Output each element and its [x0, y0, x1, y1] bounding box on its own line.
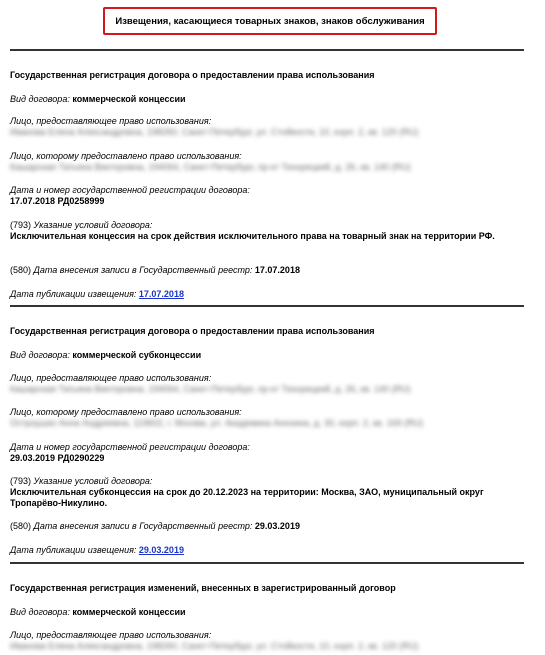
grantor-label: Лицо, предоставляющее право использования: — [10, 630, 212, 640]
publication-label: Дата публикации извещения: — [10, 289, 137, 299]
entry-code: (580) — [10, 521, 32, 531]
notice-title: Государственная регистрация договора о предоставлении права использования — [10, 326, 375, 336]
grantor-value: Кашарская Татьяна Викторовна, 194064, Санкт-Петербург, пр-кт Тихорецкий, д. 26, кв. 140 (RU) — [10, 384, 411, 394]
terms-label: Указание условий договора: — [33, 476, 153, 486]
contract-type-label: Вид договора: — [10, 607, 70, 617]
notice-divider — [10, 305, 524, 307]
entry-value: 17.07.2018 — [254, 265, 300, 275]
grantee-label: Лицо, которому предоставлено право использования: — [10, 407, 242, 417]
contract-type-label: Вид договора: — [10, 350, 70, 360]
grantor-value: Иванова Елена Александровна, 198260, Санкт-Петербург, ул. Стойкости, 10, корп. 2, кв. 120 (RU) — [10, 641, 419, 651]
registration-value: 29.03.2019 РД0290229 — [10, 453, 105, 463]
grantor-label: Лицо, предоставляющее право использования: — [10, 373, 212, 383]
entry-label: Дата внесения записи в Государственный реестр: — [33, 265, 253, 275]
registration-label: Дата и номер государственной регистрации договора: — [10, 442, 250, 452]
entry-code: (580) — [10, 265, 32, 275]
contract-type — [10, 350, 201, 361]
terms-label: Указание условий договора: — [33, 220, 153, 230]
grantee-label: Лицо, которому предоставлено право использования: — [10, 151, 242, 161]
publication-label: Дата публикации извещения: — [10, 545, 137, 555]
contract-type-label: Вид договора: — [10, 94, 70, 104]
contract-type-value: коммерческой концессии — [72, 607, 186, 617]
grantee-value: Остроушко Анна Андреевна, 119602, г. Москва, ул. Академика Анохина, д. 30, корп. 2, кв. 169 (RU) — [10, 418, 424, 428]
terms-value: Исключительная концессия на срок действия исключительного права на товарный знак на территории РФ. — [10, 231, 495, 241]
terms-label-line — [10, 220, 152, 231]
entry-label: Дата внесения записи в Государственный реестр: — [33, 521, 253, 531]
terms-label-line — [10, 476, 152, 487]
notice-title: Государственная регистрация договора о предоставлении права использования — [10, 70, 375, 80]
registration-label: Дата и номер государственной регистрации договора: — [10, 185, 250, 195]
entry-value: 29.03.2019 — [254, 521, 300, 531]
notice-divider — [10, 49, 524, 51]
registration-value: 17.07.2018 РД0258999 — [10, 196, 105, 206]
publication-date-link[interactable]: 29.03.2019 — [138, 545, 184, 555]
terms-code: (793) — [10, 476, 32, 486]
contract-type — [10, 94, 186, 105]
notices-header-title: Извещения, касающиеся товарных знаков, знаков обслуживания — [115, 15, 425, 27]
contract-type-value: коммерческой субконцессии — [72, 350, 202, 360]
terms-code: (793) — [10, 220, 32, 230]
contract-type-value: коммерческой концессии — [72, 94, 186, 104]
registry-entry — [10, 265, 300, 276]
terms-value: Исключительная субконцессия на срок до 20.12.2023 на территории: Москва, ЗАО, муниципальный округ Тропарёво-Никулино. — [10, 487, 484, 508]
notice-title: Государственная регистрация изменений, внесенных в зарегистрированный договор — [10, 583, 396, 593]
notice-divider — [10, 562, 524, 564]
notices-header — [103, 7, 437, 35]
grantor-label: Лицо, предоставляющее право использования: — [10, 116, 212, 126]
grantor-value: Иванова Елена Александровна, 198260, Санкт-Петербург, ул. Стойкости, 10, корп. 2, кв. 120 (RU) — [10, 127, 419, 137]
grantee-value: Кашарская Татьяна Викторовна, 194064, Санкт-Петербург, пр-кт Тихорецкий, д. 26, кв. 140 (RU) — [10, 162, 411, 172]
registry-entry — [10, 521, 300, 532]
publication-date-link[interactable]: 17.07.2018 — [138, 289, 184, 299]
publication — [10, 545, 184, 556]
contract-type — [10, 607, 186, 618]
publication — [10, 289, 184, 300]
